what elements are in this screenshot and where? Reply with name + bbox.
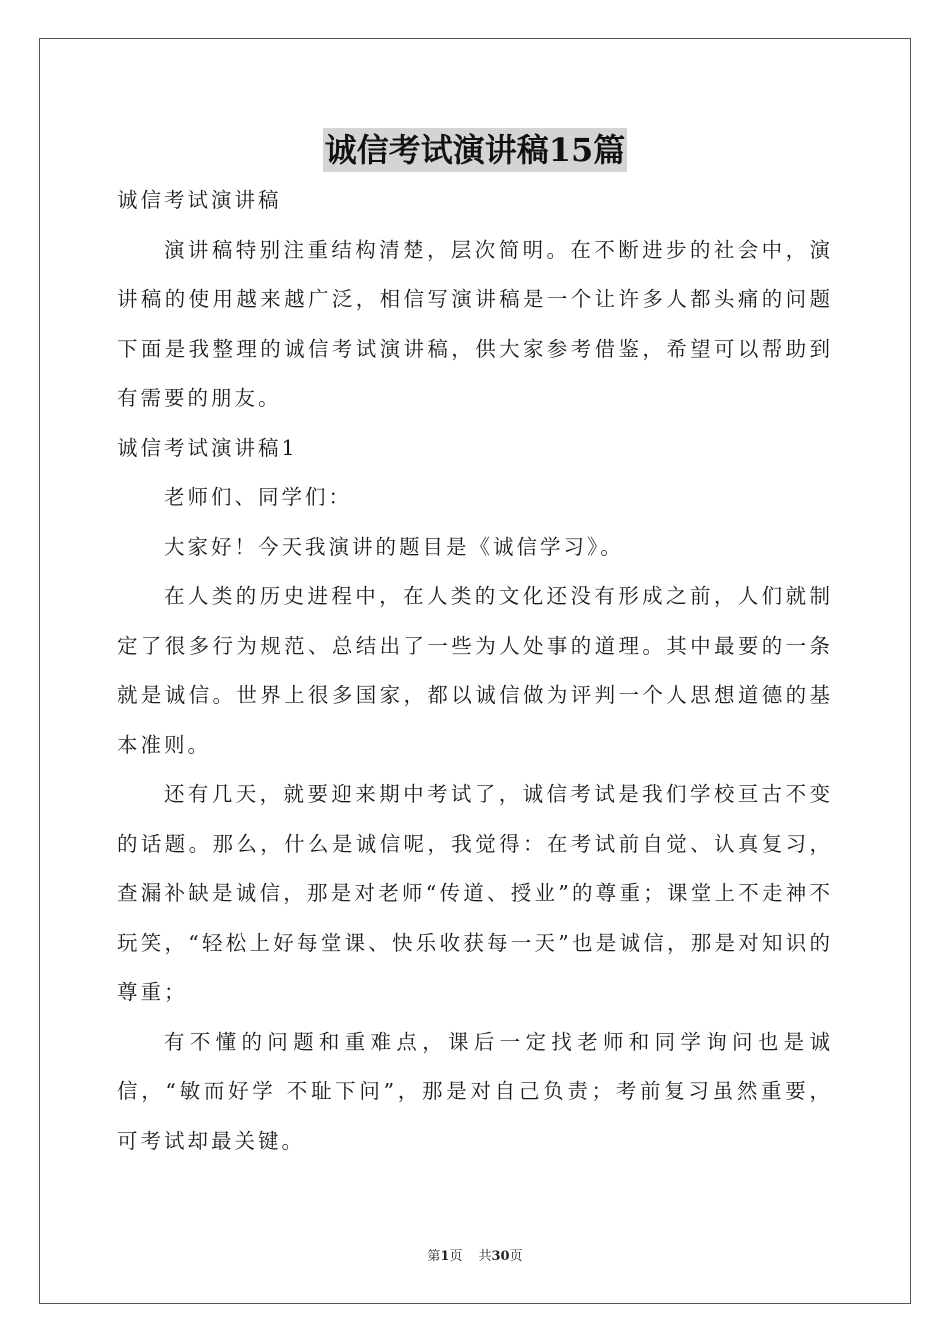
page-suffix: 页 [449, 1249, 463, 1264]
speech-heading-1: 诚信考试演讲稿1 [117, 435, 298, 460]
intro-paragraph: 演讲稿特别注重结构清楚，层次简明。在不断进步的社会中，演讲稿的使用越来越广泛，相信写演讲稿是一个让许多人都头痛的问题下面是我整理的诚信考试演讲稿，供大家参考借鉴，希望可以帮助到有需要的朋友。 [117, 237, 833, 410]
page-number: 1 [440, 1249, 450, 1264]
total-pages: 30 [491, 1249, 510, 1264]
section-heading: 诚信考试演讲稿 [117, 188, 282, 212]
page-footer [0, 1248, 950, 1266]
total-suffix: 页 [509, 1249, 523, 1264]
page-prefix: 第 [427, 1249, 441, 1264]
body-paragraph: 有不懂的问题和重难点，课后一定找老师和同学询问也是诚信，“敏而好学 不耻下问”，那是对自己负责；考前复习虽然重要，可考试却最关键。 [117, 1029, 833, 1153]
total-prefix: 共 [478, 1249, 492, 1264]
document-title: 诚信考试演讲稿15篇 [323, 128, 628, 172]
body-paragraph: 在人类的历史进程中，在人类的文化还没有形成之前，人们就制定了很多行为规范、总结出了一些为人处事的道理。其中最要的一条就是诚信。世界上很多国家，都以诚信做为评判一个人思想道德的基本准则。 [117, 584, 833, 757]
document-body [117, 176, 833, 1166]
body-paragraph: 还有几天，就要迎来期中考试了，诚信考试是我们学校亘古不变的话题。那么，什么是诚信呢，我觉得：在考试前自觉、认真复习，查漏补缺是诚信，那是对老师“传道、授业”的尊重；课堂上不走神不玩笑，“轻松上好每堂课、快乐收获每一天”也是诚信，那是对知识的尊重； [117, 782, 833, 1004]
salutation-paragraph: 老师们、同学们： [164, 485, 352, 509]
title-container [0, 128, 950, 172]
greeting-paragraph: 大家好！今天我演讲的题目是《诚信学习》。 [164, 534, 624, 559]
